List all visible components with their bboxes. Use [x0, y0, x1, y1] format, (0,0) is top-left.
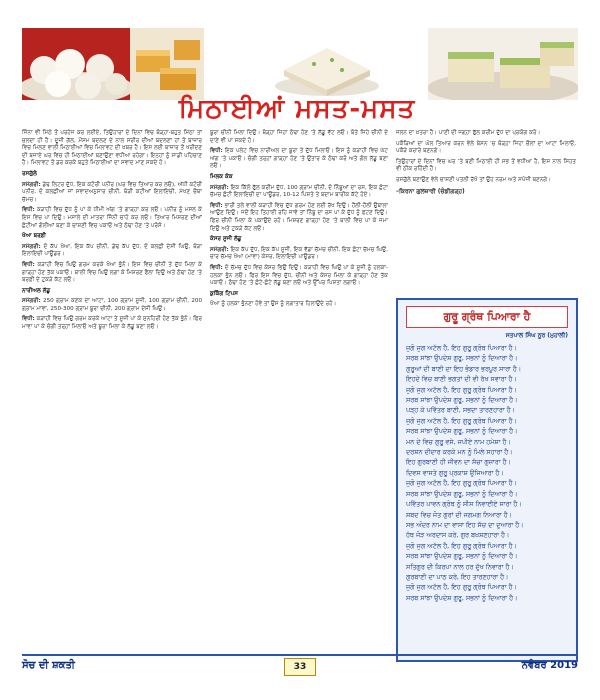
poem-line: ਪੜ੍ਹ ਕੇ ਪਵਿੱਤਰ ਬਾਣੀ, ਸਭਦਾ ਤਾਰਣਹਾਰਾ ਹੈ। — [406, 406, 515, 415]
magazine-page — [22, 28, 578, 678]
article-column-3 — [396, 130, 576, 198]
pistachio-barfi-photo — [428, 28, 578, 100]
poem-line: ਪਵਿੱਤਰ ਪਾਵਨ ਗ੍ਰੰਥ ਨੂੰ ਸੀਸ ਨਿਵਾਈਏ ਸਾਰਾ ਹੈ। — [406, 500, 522, 509]
recipe-heading-barfi: ਖੋਆ ਬਰਫ਼ੀ — [22, 233, 46, 240]
poem-lines — [406, 343, 568, 603]
recipe-method — [22, 316, 202, 331]
ingredients-label: ਸਮੱਗਰੀ: — [22, 181, 41, 188]
poem-line: ਗੁਰੂਆਂ ਦੀ ਬਾਣੀ ਦਾ ਇਹ ਭੰਡਾਰ ਭਰਪੂਰ ਸਾਰਾ ਹੈ। — [406, 364, 522, 373]
method-label: ਵਿਧੀ: — [210, 264, 223, 271]
poem-line: ਇਹਦੇ ਵਿਚ ਬਾਣੀ ਭਗਤਾਂ ਦੀ ਵੀ ਰੱਖ ਸਵਾਰਾ ਹੈ। — [406, 375, 517, 384]
method-text: ਇਕ ਪਲੇਟ ਵਿਚ ਨਾਰੀਅਲ ਦਾ ਬੂਰਾ ਤੇ ਦੁੱਧ ਮਿਲਾਓ। ਇਸ ਨੂੰ ਕੜਾਹੀ ਵਿਚ ਘੱਟ ਅੱਗ ’ਤੇ ਪਕਾਓ। ਚੰਗੀ ਤਰ੍ਹਾਂ ਗਾੜ੍ਹਾ ਹੋਣ ’ਤੇ ਉਤਾਰ ਕੇ ਠੰਢਾ ਕਰੋ ਅਤੇ ਗੋਲ ਲੱਡੂ ਬਣਾ ਲਓ। — [210, 148, 389, 170]
header-photo-strip — [22, 28, 578, 100]
poem-author: ਸਤਪਾਲ ਸਿੰਘ ਨੂਰ (ਮੁਹਾਲੀ) — [505, 332, 568, 339]
tip-text: ਖੋਆ ਨੂੰ ਹਲਕਾ ਭੁੰਨਣਾ ਹੋਵੇ ਤਾਂ ਉਸ ਨੂੰ ਲਗਾਤਾਰ ਹਿਲਾਉਂਦੇ ਰਹੋ। — [210, 301, 337, 308]
poem-line: ਸਤਿਗੁਰ ਦੀ ਕਿਰਪਾ ਨਾਲ ਹਰ ਦੁੱਖ ਨਿਵਾਰਾ ਹੈ। — [406, 562, 514, 571]
poem-line: ਜੁਗੋ ਜੁਗ ਅਟੱਲ ਹੈ, ਇਹ ਗੁਰੂ ਗ੍ਰੰਥ ਪਿਆਰਾ ਹੈ। — [406, 583, 517, 592]
recipe-heading-kesar-laddu: ਕੇਸਰ ਸੂਜੀ ਲੱਡੂ — [210, 236, 242, 243]
recipe-ingredients — [22, 298, 202, 313]
author-signature: –ਕਿਰਨਾ ਗੁਲਜ਼ਾਰੀ (ਚੰਡੀਗੜ੍ਹ) — [396, 187, 465, 195]
recipe-heading-rasgulla: ਰਸਗੁੱਲੇ — [22, 170, 37, 177]
continued-paragraph: ਬੂਰਾ ਚੀਨੀ ਮਿਲਾ ਦਿਉ। ਥੋੜ੍ਹਾ ਜਿਹਾ ਠੰਢਾ ਹੋਣ ’ਤੇ ਲੱਡੂ ਵੱਟ ਲਓ। ਬੋਤੇ ਜਿਹੇ ਚੀਨੀ ਦੇ ਦਾਣੇ ਵੀ ਪਾ ਸਕਦੇ ਹੋ। — [210, 130, 388, 144]
barfi-photo — [130, 28, 204, 100]
method-text: ਕੜਾਹੀ ਵਿਚ ਦੁੱਧ ਨੂੰ ਪਾ ਕੇ ਧੀਮੀ ਅੱਗ ’ਤੇ ਗਾੜ੍ਹਾ ਕਰ ਲਓ। ਪਨੀਰ ਨੂੰ ਮਸਲ ਕੇ ਇਸ ਵਿਚ ਪਾ ਦਿਉ। ਮਸਾਲੇ ਦੀ ਮਾਤਰਾ ਜਿੰਨੀ ਚਾਹੋ ਕਰ ਲਓ। ਤਿਆਰ ਮਿਸ਼ਰਣ ਦੀਆਂ ਛੋਟੀਆਂ ਗੋਲੀਆਂ ਬਣਾ ਕੇ ਚਾਸ਼ਣੀ ਵਿਚ ਪਕਾਓ ਅਤੇ ਠੰਢਾ ਹੋਣ ’ਤੇ ਪਰੋਸੋ। — [22, 207, 202, 229]
method-text: ਕੜਾਹੀ ਵਿਚ ਘਿਉ ਗਰਮ ਕਰਕੇ ਆਟਾ ਤੇ ਸੂਜੀ ਪਾ ਕੇ ਸੁਨਹਿਰੀ ਹੋਣ ਤੱਕ ਭੁੰਨੋ। ਫਿਰ ਮਾਵਾ ਪਾ ਕੇ ਚੰਗੀ ਤਰ੍ਹਾਂ ਮਿਲਾਓ ਅਤੇ ਬੂਰਾ ਮਿਲਾ ਕੇ ਲੱਡੂ ਬਣਾ ਲਓ। — [22, 316, 203, 331]
poem-line: ਸਰਬ ਸਾਂਝਾ ਉਪਦੇਸ਼ ਗੁਰੂ, ਸਭਨਾਂ ਨੂੰ ਦਿਆਰਾ ਹੈ। — [406, 427, 518, 436]
page-footer — [22, 654, 578, 680]
recipe-method — [210, 265, 388, 288]
issue-date: ਨਵੰਬਰ 2019 — [521, 660, 578, 671]
article-column-1 — [22, 130, 202, 335]
recipe-method — [210, 148, 388, 171]
ingredients-label: ਸਮੱਗਰੀ: — [22, 298, 41, 305]
poem-line: ਸਰਬ ਸਾਂਝਾ ਉਪਦੇਸ਼ ਗੁਰੂ, ਸਭਨਾਂ ਨੂੰ ਦਿਆਰਾ ਹੈ। — [406, 354, 518, 363]
poem-line: ਦਿਵਸ ਵਾਸਤੇ ਗੁਰੂ ਪ੍ਰਕਾਸ਼ ਉਜਿਆਰਾ ਹੈ। — [406, 468, 504, 477]
poem-line: ਜੁਗੋ ਜੁਗ ਅਟੱਲ ਹੈ, ਇਹ ਗੁਰੂ ਗ੍ਰੰਥ ਪਿਆਰਾ ਹੈ। — [406, 479, 517, 488]
method-text: ਦੋ ਚੱਮਚ ਦੁੱਧ ਵਿਚ ਕੇਸਰ ਭਿਉਂ ਦਿਉ। ਕੜਾਹੀ ਵਿਚ ਘਿਉ ਪਾ ਕੇ ਸੂਜੀ ਨੂੰ ਹਲਕਾ-ਹਲਕਾ ਭੁੰਨ ਲਓ। ਫਿਰ ਇਸ ਵਿਚ ਦੁੱਧ, ਚੀਨੀ ਅਤੇ ਕੇਸਰ ਮਿਲਾ ਕੇ ਗਾੜ੍ਹਾ ਹੋਣ ਤੱਕ ਪਕਾਓ। ਠੰਢਾ ਹੋਣ ’ਤੇ ਛੋਟੇ-ਛੋਟੇ ਲੱਡੂ ਬਣਾ ਲਓ ਅਤੇ ਉੱਪਰ ਪਿਸ਼ਤਾ ਲਗਾਓ। — [210, 264, 389, 287]
milk-cake-photo — [272, 28, 382, 100]
method-label: ਵਿਧੀ: — [22, 207, 35, 214]
ingredients-text: ਦੋ ਕੱਪ ਖੋਆ, ਇਕ ਕੱਪ ਚੀਨੀ, ਡੇਢ ਕੱਪ ਦੁੱਧ, ਦੋ ਕਲਛੀ ਦੇਸੀ ਘਿਉ, ਥੋੜਾ ਇਲਾਇਚੀ ਪਾਊਡਰ। — [22, 243, 202, 258]
recipe-method — [210, 203, 388, 233]
poem-line: ਸ਼ਬਦ ਵਿਚ ਜੋਤ ਗੁਰਾਂ ਦੀ ਜਗਮਗ ਨਿਆਰਾ ਹੈ। — [406, 510, 512, 519]
continued-paragraph: ਜਲਨ ਦਾ ਖ਼ਤਰਾ ਹੈ। ਪਾਣੀ ਦੀ ਜਗ੍ਹਾ ਫੁੱਲ ਕਰੀਮ ਦੁੱਧ ਦਾ ਪ੍ਰਯੋਗ ਕਰੋ। — [396, 130, 541, 136]
page-number: 33 — [284, 658, 316, 676]
poem-line: ਜੁਗੋ ਜੁਗ ਅਟੱਲ ਹੈ, ਇਹ ਗੁਰੂ ਗ੍ਰੰਥ ਪਿਆਰਾ ਹੈ। — [406, 344, 517, 352]
rasgulla-photo — [22, 28, 130, 100]
method-text: ਕੜਾਹੀ ਵਿਚ ਘਿਉ ਗਰਮ ਕਰਕੇ ਖੋਆ ਭੁੰਨੋ। ਇਸ ਵਿਚ ਚੀਨੀ ਤੇ ਦੁੱਧ ਮਿਲਾ ਕੇ ਗਾੜ੍ਹਾ ਹੋਣ ਤੱਕ ਪਕਾਓ। ਥਾਲੀ ਵਿਚ ਘਿਉ ਲਗਾ ਕੇ ਮਿਸ਼ਰਣ ਫੈਲਾ ਦਿਉ ਅਤੇ ਠੰਢਾ ਹੋਣ ’ਤੇ ਬਰਫ਼ੀ ਦੇ ਟੁਕੜੇ ਕੱਟ ਲਓ। — [22, 261, 202, 284]
poem-line: ਜੁਗੋ ਜੁਗ ਅਟੱਲ ਹੈ, ਇਹ ਗੁਰੂ ਗ੍ਰੰਥ ਪਿਆਰਾ ਹੈ। — [406, 385, 517, 394]
poem-line: ਹੱਥ ਜੋੜ ਅਰਦਾਸ ਕਰੇ, ਗੁਰ ਬਖ਼ਸ਼ਣਹਾਰਾ ਹੈ। — [406, 531, 510, 540]
recipe-ingredients — [22, 244, 202, 259]
recipe-heading-milk-cake: ਮਿਲਕ ਕੇਕ — [210, 173, 233, 180]
poem-line: ਸਰਬ ਸਾਂਝਾ ਉਪਦੇਸ਼ ਗੁਰੂ, ਸਭਨਾਂ ਨੂੰ ਦਿਆਰਾ ਹੈ। — [406, 489, 518, 498]
poem-box — [396, 298, 578, 662]
recipe-ingredients — [22, 182, 202, 205]
recipe-heading-ladoo: ਨਾਰੀਅਲ ਲੱਡੂ — [22, 287, 51, 294]
poem-line: ਜੁਗੋ ਜੁਗ ਅਟੱਲ ਹੈ, ਇਹ ਗੁਰੂ ਗ੍ਰੰਥ ਪਿਆਰਾ ਹੈ। — [406, 541, 517, 550]
poem-line: ਸਭ ਅੰਦਰ ਨਾਮ ਦਾ ਵਾਸਾ ਇਹ ਸੱਚ ਦਾ ਦੁਆਰਾ ਹੈ। — [406, 520, 524, 529]
method-label: ਵਿਧੀ: — [22, 316, 35, 323]
intro-paragraph: ਜਿੰਨਾ ਵੀ ਮਿੱਠੇ ਤੋਂ ਪਰਹੇਜ ਕਰ ਲਈਏ, ਤਿਉਹਾਰਾਂ ਦੇ ਦਿਨਾਂ ਵਿਚ ਥੋੜ੍ਹਾ-ਬਹੁਤ ਮਿੱਠਾ ਤਾਂ ਚਲਦਾ ਹੀ ਹੈ। ਦੂਜੀ ਗੱਲ, ਮੌਸਮ ਬਦਲਣ ਦੇ ਨਾਲ ਸਰੀਰ ਦੀਆਂ ਬਦਲਣਾਂ ਹਾਂ ਤੋਂ ਬਾਜ਼ਾਰ ਵਿਚ ਮਿਲਣ ਵਾਲੀ ਮਿਠਾਈਆਂ ਵਿਚ ਮਿਲਾਵਟ ਦੀ ਖ਼ਬਰ ਹੈ। ਇਸ ਲਈ ਬਾਜ਼ਾਰ ਤੋਂ ਖਰੀਦਣ ਦੀ ਬਜਾਏ ਘਰ ਵਿਚ ਹੀ ਮਿਠਾਈਆਂ ਬਣਾਉਣਾ ਵਧੀਆ ਰਹੇਗਾ। ਇਨ੍ਹਾਂ ਨੂੰ ਸਾਡੀ ਪਹਿਚਾਣ ਹੈ। ਮਿਲਾਵਟ ਤੋਂ ਡਰ ਕਰਕੇ ਬਹੁਤੇ ਮਿਠਾਈਆਂ ਦਾ ਸਵਾਦ ਮਾਣ ਸਕਦੇ ਹੋ। — [22, 130, 202, 167]
ingredients-text: ਡੇਢ ਲਿਟਰ ਦੁੱਧ, ਇਕ ਕਟੋਰੀ ਪਨੀਰ (ਘਰ ਵਿਚ ਤਿਆਰ ਕਰ ਲਓ), ਅੱਧੀ ਕਟੋਰੀ ਪਨੀਰ, ਦੋ ਕਲਛੀਆਂ ਜਾਂ ਸਵਾਦਅਨੁਸਾਰ ਚੀਨੀ, ਥੋੜੀ ਕਟੀਆਂ ਇਲਾਇਚੀ, ਮੱਖਣ ਚੌਥਾ ਚੱਮਚ। — [22, 181, 202, 203]
tip-item: ਪਕੌੜਿਆਂ ਦਾ ਘੋਲ ਤਿਆਰ ਕਰਨ ਵੇਲੇ ਬੇਸਨ ’ਚ ਥੋੜ੍ਹਾ ਜਿਹਾ ਚੌਲਾਂ ਦਾ ਆਟਾ ਮਿਲਾਓ, ਪਕੌੜੇ ਕਰਾਰੇ ਬਣਨਗੇ। — [396, 140, 576, 155]
poem-line: ਸਰਬ ਸਾਂਝਾ ਉਪਦੇਸ਼ ਗੁਰੂ, ਸਭਨਾਂ ਨੂੰ ਦਿਆਰਾ ਹੈ। — [406, 552, 518, 561]
ingredients-text: ਇਕ ਕਿੱਲੋ ਫੁੱਲ ਕਰੀਮ ਦੁੱਧ, 100 ਗ੍ਰਾਮ ਚੀਨੀ, ਦੋ ਨਿੰਬੂਆਂ ਦਾ ਰਸ, ਇਕ ਛੋਟਾ ਚੱਮਚ ਛੋਟੀ ਇਲਾਇਚੀ ਦਾ ਪਾਊਡਰ, 10-12 ਪਿਸ਼ਤੇ ਤੇ ਬਦਾਮ ਬਾਰੀਕ ਕੱਟੇ ਹੋਏ। — [210, 184, 388, 199]
recipe-ingredients — [210, 247, 388, 262]
recipe-method — [22, 262, 202, 285]
ingredients-label: ਸਮੱਗਰੀ: — [210, 184, 229, 191]
article-column-2 — [210, 130, 388, 312]
poem-line: ਦਰਸ਼ਨ ਦੀਦਾਰ ਕਰਕੇ ਮਨ ਨੂੰ ਮਿਲੇ ਸਹਾਰਾ ਹੈ। — [406, 448, 513, 457]
method-label: ਵਿਧੀ: — [22, 261, 35, 268]
ingredients-label: ਸਮੱਗਰੀ: — [210, 246, 229, 253]
ingredients-text: 250 ਗ੍ਰਾਮ ਕਣਕ ਦਾ ਆਟਾ, 100 ਗ੍ਰਾਮ ਸੂਜੀ, 100 ਗ੍ਰਾਮ ਚੀਨੀ, 200 ਗ੍ਰਾਮ ਮਾਵਾ, 250-300 ਗ੍ਰਾਮ ਬੂਰਾ ਚੀਨੀ, 200 ਗ੍ਰਾਮ ਦੇਸੀ ਘਿਉ। — [22, 298, 202, 312]
poem-line: ਗੁਰਬਾਣੀ ਦਾ ਪਾਠ ਕਰੇ, ਇਹ ਤਾਰਣਹਾਰਾ ਹੈ। — [406, 572, 509, 581]
poem-line: ਮਨ ਦੇ ਵਿਚ ਗੁਰੂ ਵਸੇ, ਜਪੀਏ ਨਾਮ ਹਮੇਸ਼ਾ ਹੈ। — [406, 437, 511, 446]
poem-line: ਸਰਬ ਸਾਂਝਾ ਉਪਦੇਸ਼ ਗੁਰੂ, ਸਭਨਾਂ ਨੂੰ ਦਿਆਰਾ ਹੈ। — [406, 396, 518, 405]
method-label: ਵਿਧੀ: — [210, 202, 223, 209]
method-text: ਭਾਰੀ ਤਲੇ ਵਾਲੀ ਕੜਾਹੀ ਵਿਚ ਦੁੱਧ ਗਰਮ ਹੋਣ ਲਈ ਰੱਖ ਦਿਉ। ਹੌਲੀ-ਹੌਲੀ ਉਬਾਲਾ ਆਉਣ ਦਿਉ। ਜਦੋਂ ਇਹ ਤਿਹਾਈ ਰਹਿ ਜਾਵੇ ਤਾਂ ਨਿੰਬੂ ਦਾ ਰਸ ਪਾ ਕੇ ਦੁੱਧ ਨੂੰ ਫਟਣ ਦਿਉ। ਫਿਰ ਚੀਨੀ ਮਿਲਾ ਕੇ ਪਕਾਉਂਦੇ ਰਹੋ। ਮਿਸ਼ਰਣ ਗਾੜ੍ਹਾ ਹੋਣ ’ਤੇ ਥਾਲੀ ਵਿਚ ਪਾ ਕੇ ਜਮਾ ਦਿਉ ਅਤੇ ਟੁਕੜੇ ਕੱਟ ਲਓ। — [210, 202, 388, 232]
ingredients-label: ਸਮੱਗਰੀ: — [22, 243, 41, 250]
tips-heading: ਕੁਕਿੰਗ ਟਿਪਸ — [210, 290, 238, 297]
poem-line: ਜੁਗੋ ਜੁਗ ਅਟੱਲ ਹੈ, ਇਹ ਗੁਰੂ ਗ੍ਰੰਥ ਪਿਆਰਾ ਹੈ। — [406, 416, 517, 425]
poem-title: ਗੁਰੂ ਗ੍ਰੰਥ ਪਿਆਰਾ ਹੈ — [406, 306, 568, 328]
recipe-method — [22, 207, 202, 230]
ingredients-text: ਇਕ ਕੱਪ ਦੁੱਧ, ਇਕ ਕੱਪ ਸੂਜੀ, ਇਕ ਵੱਡਾ ਚੱਮਚ ਚੀਨੀ, ਇਕ ਛੋਟਾ ਚੱਮਚ ਘਿਉ, ਚਾਰ ਚੱਮਚ ਖੋਆ (ਮਾਵਾ) ਕੇਸਰ, ਇਲਾਇਚੀ ਪਾਊਡਰ। — [210, 246, 388, 261]
article-title: ਮਿਠਾਈਆਂ ਮਸਤ-ਮਸਤ — [178, 94, 416, 124]
magazine-name: ਸੋਚ ਦੀ ਸ਼ਕਤੀ — [22, 660, 75, 671]
tip-item: ਰਸਗੁੱਲੇ ਬਣਾਉਣ ਵੇਲੇ ਚਾਸ਼ਣੀ ਪਤਲੀ ਰੱਖੋ ਤਾਂ ਉਹ ਨਰਮ ਅਤੇ ਸਪੰਜੀ ਬਣਨਗੇ। — [396, 176, 551, 183]
method-label: ਵਿਧੀ: — [210, 148, 223, 155]
poem-line: ਇਹ ਗੁਰਬਾਣੀ ਹੀ ਜੀਵਨ ਦਾ ਸੱਚਾ ਗੁਜ਼ਾਰਾ ਹੈ। — [406, 458, 511, 467]
recipe-ingredients — [210, 185, 388, 200]
poem-line: ਸਰਬ ਸਾਂਝਾ ਉਪਦੇਸ਼ ਗੁਰੂ, ਸਭਨਾਂ ਨੂੰ ਦਿਆਰਾ ਹੈ। — [406, 593, 518, 602]
tip-item: ਤਿਉਹਾਰਾਂ ਦੇ ਦਿਨਾਂ ਵਿਚ ਘਰ ’ਤੇ ਬਣੀ ਮਿਠਾਈ ਹੀ ਸਭ ਤੋਂ ਵਧੀਆ ਹੈ, ਇਸ ਨਾਲ ਸਿਹਤ ਵੀ ਠੀਕ ਰਹਿੰਦੀ ਹੈ। — [396, 158, 576, 173]
